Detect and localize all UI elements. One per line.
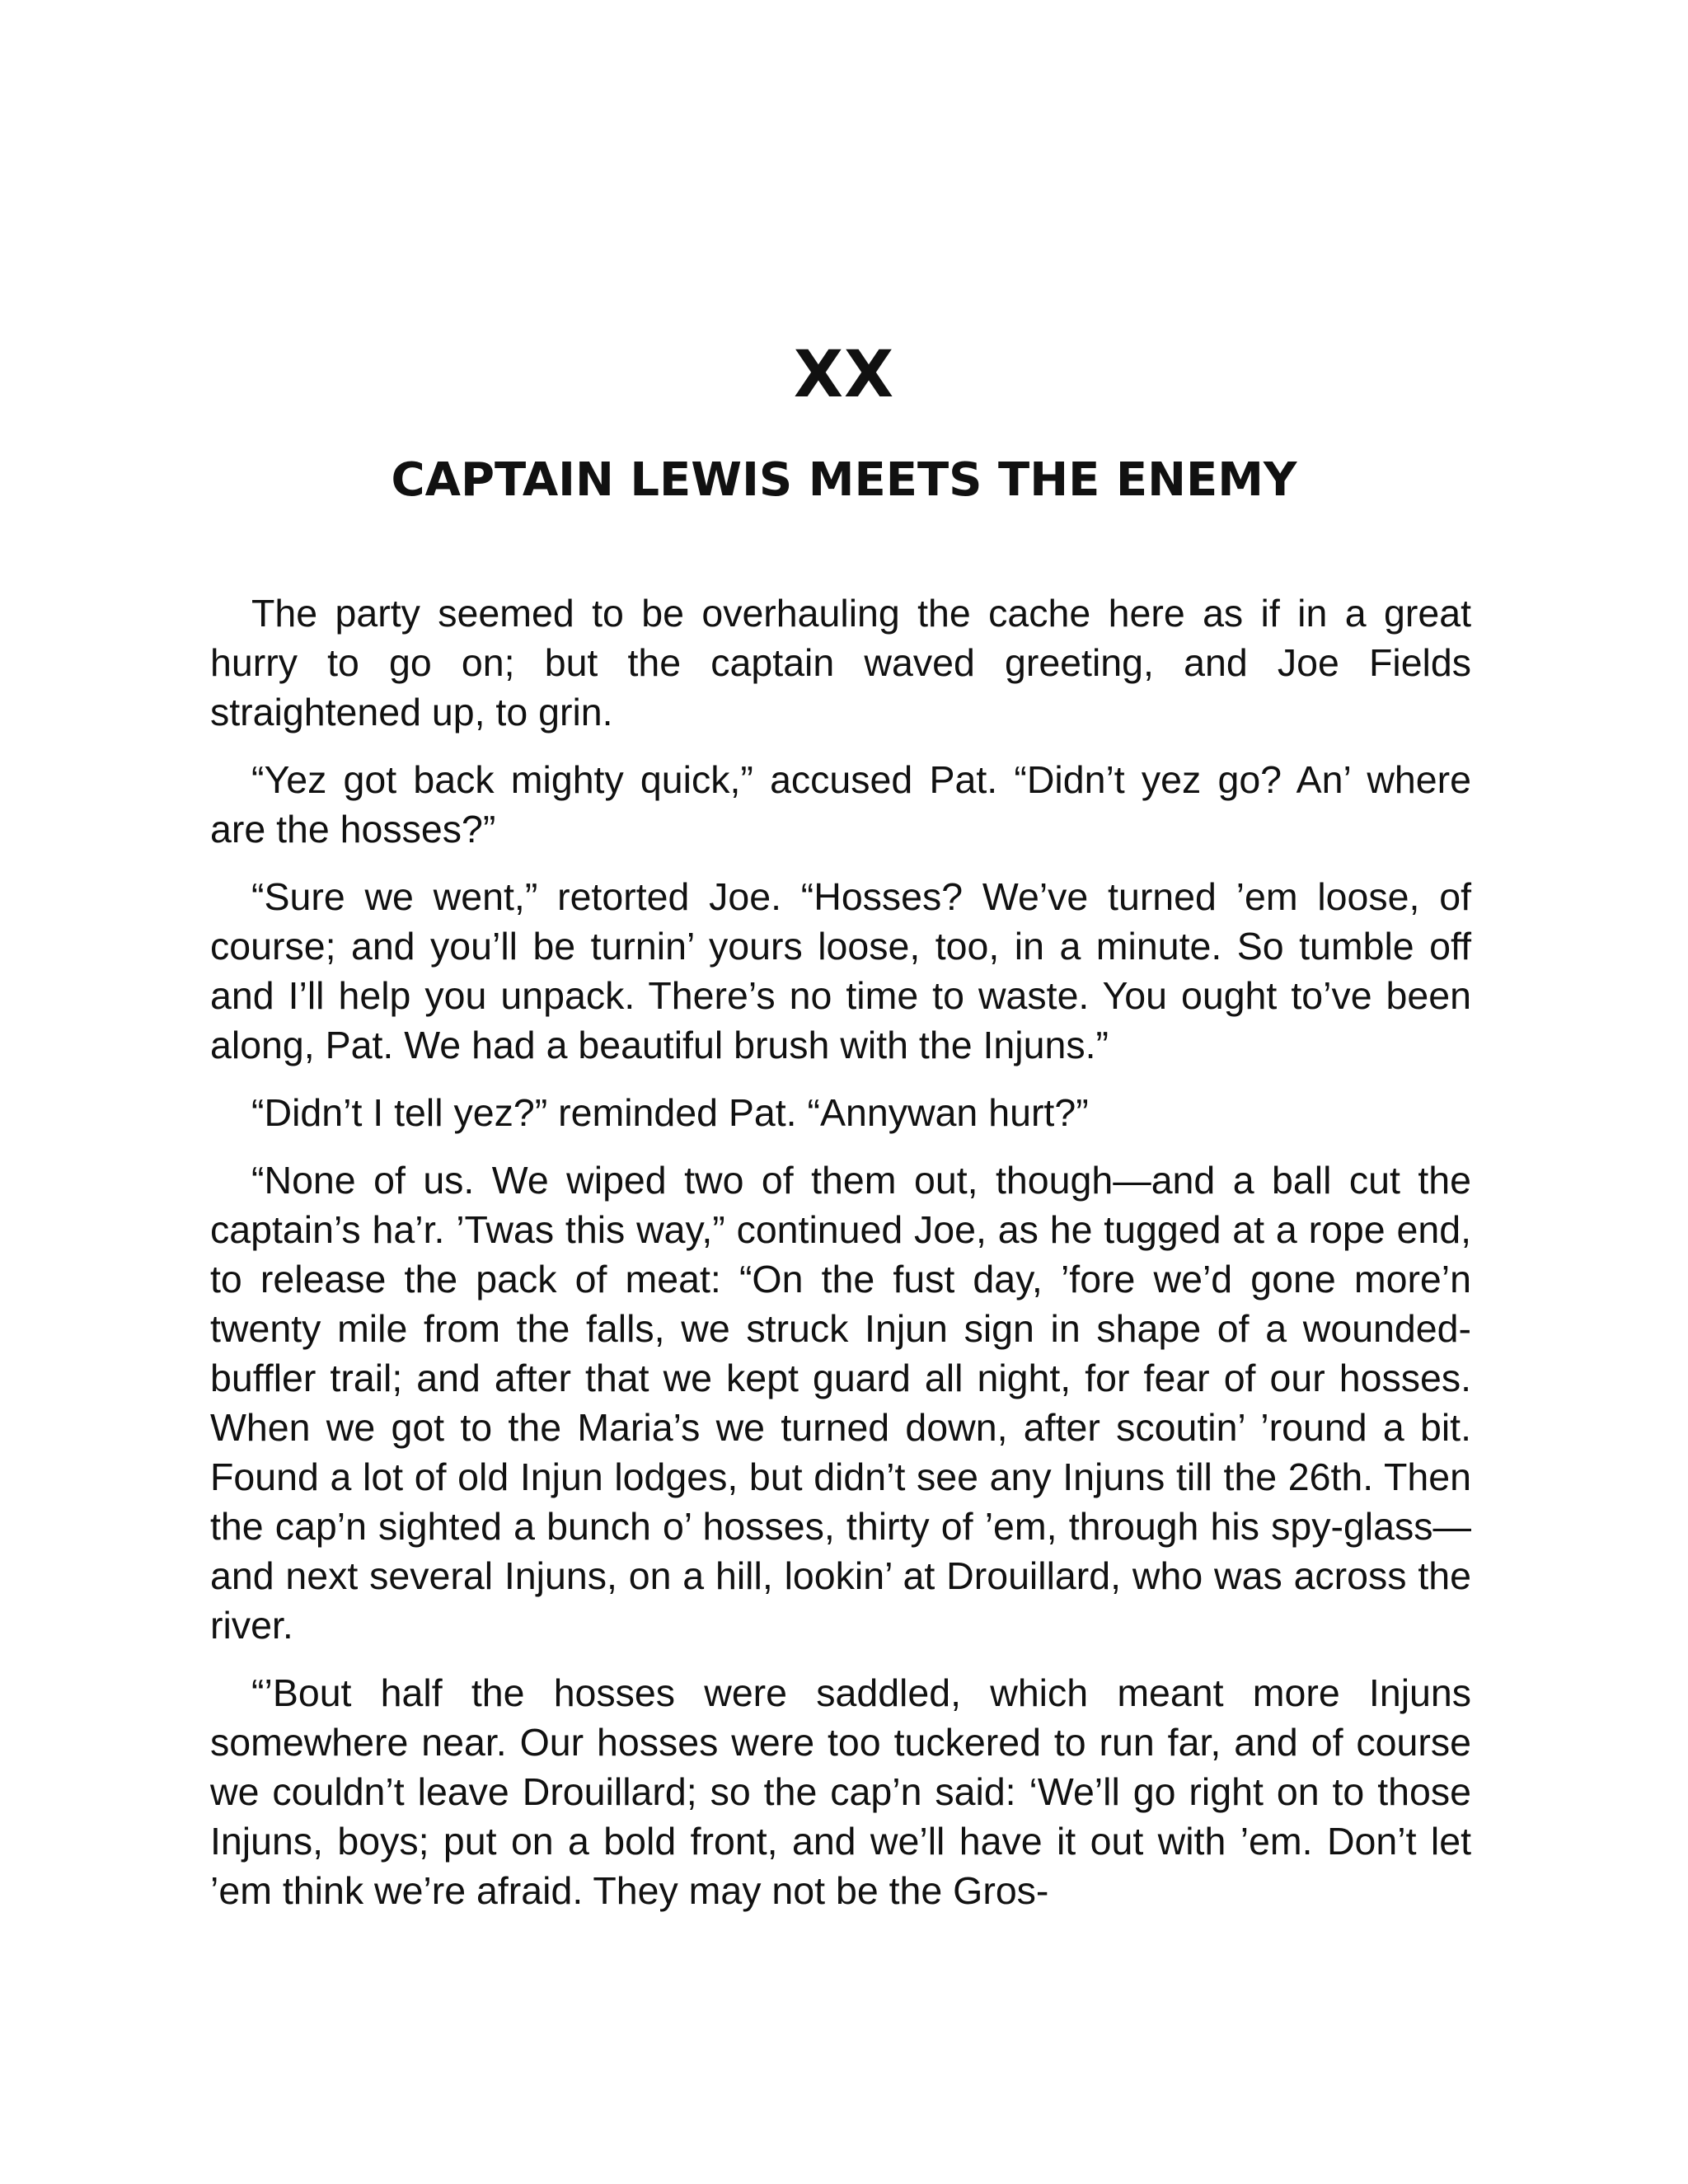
paragraph: “Yez got back mighty quick,” accused Pat. “Didn’t yez go? An’ where are the hosses?” — [210, 758, 1471, 851]
paragraph: “None of us. We wiped two of them out, though—and a ball cut the captain’s ha’r. ’Twas this way,” continued Joe, as he tugged at a rope end, to release the pack of meat: “On the fust day, ’fore we’d gone more’n twenty mile from the falls, we struck Injun sign in shape of a wounded-buffler trail; and after that we kept guard all night, for fear of our hosses. When we got to the Maria’s we turned down, after scoutin’ ’round a bit. Found a lot of old Injun lodges, but didn’t see any Injuns till the 26th. Then the cap’n sighted a bunch o’ hosses, thirty of ’em, through his spy-glass—and next several Injuns, on a hill, lookin’ at Drouillard, who was across the river. — [210, 1159, 1471, 1647]
paragraph: The party seemed to be overhauling the cache here as if in a great hurry to go on; but the captain waved greeting, and Joe Fields straightened up, to grin. — [210, 592, 1471, 733]
paragraph: “Didn’t I tell yez?” reminded Pat. “Annywan hurt?” — [251, 1091, 1089, 1134]
chapter-title: CAPTAIN LEWIS MEETS THE ENEMY — [391, 453, 1297, 507]
paragraph: “Sure we went,” retorted Joe. “Hosses? We’ve turned ’em loose, of course; and you’ll be turnin’ yours loose, too, in a minute. So tumble off and I’ll help you unpack. There’s no time to waste. You ought to’ve been along, Pat. We had a beautiful brush with the Injuns.” — [210, 875, 1471, 1066]
chapter-body — [210, 588, 1471, 1933]
paragraph: “’Bout half the hosses were saddled, which meant more Injuns somewhere near. Our hosses were too tuckered to run far, and of course we couldn’t leave Drouillard; so the cap’n said: ‘We’ll go right on to those Injuns, boys; put on a bold front, and we’ll have it out with ’em. Don’t let ’em think we’re afraid. They may not be the Gros- — [210, 1671, 1471, 1912]
chapter-number: XX — [793, 338, 895, 412]
